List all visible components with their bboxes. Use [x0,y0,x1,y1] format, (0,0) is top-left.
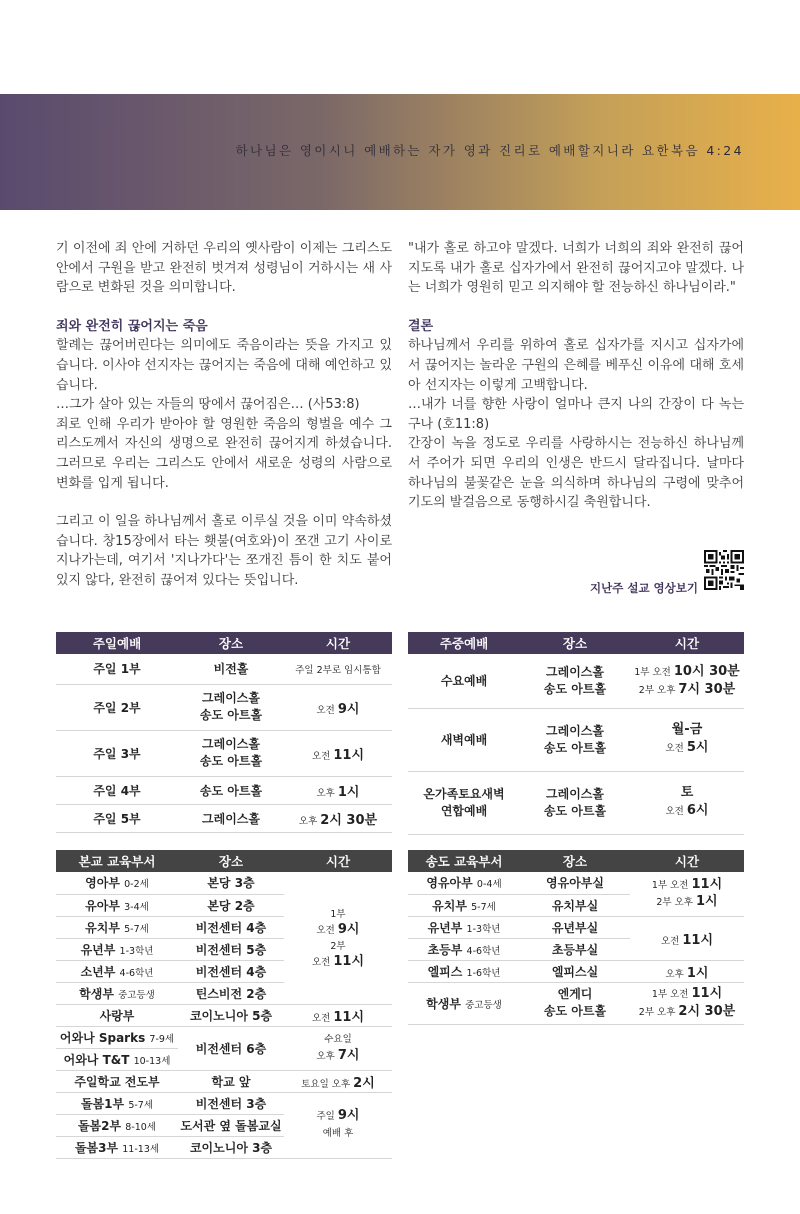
service-name: 주일 2부 [56,684,178,730]
column-header: 시간 [284,850,392,872]
dept-place: 본당 2층 [178,894,284,916]
service-time: 오후 2시 30분 [284,804,392,832]
table-row [56,1070,392,1092]
dept-time: 오전 11시 [284,1004,392,1026]
column-header: 주중예배 [408,632,520,654]
table-row [408,771,744,834]
dept-place: 영유아부실 [520,872,630,894]
dept-name: 영아부 0-2세 [56,872,178,894]
service-time: 오전 11시 [284,730,392,776]
table-header-row [408,632,744,654]
service-name: 주일 3부 [56,730,178,776]
service-place: 그레이스홀 송도 아트홀 [520,771,630,834]
dept-name: 학생부 중고등생 [56,982,178,1004]
table-header-row [408,850,744,872]
table-row [56,654,392,684]
table-row [56,804,392,832]
table-row [408,960,744,982]
column-header: 시간 [284,632,392,654]
dept-time: 오후 1시 [630,960,744,982]
dept-time: 1부 오전 11시 2부 오후 2시 30분 [630,982,744,1024]
table-row [408,708,744,771]
service-place: 그레이스홀 [178,804,284,832]
table-row [56,1026,392,1048]
dept-place: 학교 앞 [178,1070,284,1092]
dept-name: 주일학교 전도부 [56,1070,178,1092]
sermon-paragraph: 하나님께서 우리를 위하여 홀로 십자가를 지시고 십자가에서 끊어지는 놀라운 구원의 은혜를 베푸신 이유에 대해 호세아 선지자는 이렇게 고백합니다. [408,338,744,393]
sermon-paragraph: 할례는 끊어버린다는 의미에도 죽음이라는 뜻을 가지고 있습니다. 이사야 선지자는 끊어지는 죽음에 대해 예언하고 있습니다. [56,338,392,393]
sermon-quote: "내가 홀로 하고야 말겠다. 너희가 너희의 죄와 완전히 끊어지도록 내가 홀로 십자가에서 완전히 끊어지고야 말겠다. 나는 너희가 영원히 믿고 의지해야 할 전능하신 하나님이라." [408,241,744,296]
dept-time: 주일 9시 예배 후 [284,1092,392,1158]
service-name: 주일 5부 [56,804,178,832]
header-banner [0,94,800,210]
table-row [408,916,744,938]
service-time: 오후 1시 [284,776,392,804]
service-place: 그레이스홀 송도 아트홀 [520,654,630,708]
dept-place: 초등부실 [520,938,630,960]
column-header: 장소 [178,850,284,872]
dept-name: 돌봄3부 11-13세 [56,1136,178,1158]
service-time: 1부 오전 10시 30분 2부 오후 7시 30분 [630,654,744,708]
column-header: 본교 교육부서 [56,850,178,872]
sermon-video-link[interactable] [408,548,744,594]
dept-name: 어와나 Sparks 7-9세 [56,1026,178,1048]
dept-place: 코이노니아 5층 [178,1004,284,1026]
dept-place: 비전센터 5층 [178,938,284,960]
dept-name: 돌봄2부 8-10세 [56,1114,178,1136]
scripture-quote: …그가 살아 있는 자들의 땅에서 끊어짐은… (사53:8) [56,397,360,413]
service-place: 그레이스홀 송도 아트홀 [178,730,284,776]
sermon-column-left [56,239,392,591]
dept-place: 유치부실 [520,894,630,916]
dept-time: 1부 오전 11시 2부 오후 1시 [630,872,744,916]
column-header: 시간 [630,850,744,872]
table-row [408,654,744,708]
table-row [408,982,744,1024]
service-place: 비전홀 [178,654,284,684]
service-time: 토 오전 6시 [630,771,744,834]
dept-place: 본당 3층 [178,872,284,894]
column-header: 장소 [520,850,630,872]
dept-name: 소년부 4-6학년 [56,960,178,982]
service-name: 주일 1부 [56,654,178,684]
dept-place: 틴스비전 2층 [178,982,284,1004]
service-time: 월-금 오전 5시 [630,708,744,771]
service-time: 오전 9시 [284,684,392,730]
dept-name: 유년부 1-3학년 [56,938,178,960]
qr-label: 지난주 설교 영상보기 [590,581,698,595]
column-header: 장소 [520,632,630,654]
main-education-table [56,850,392,1159]
table-row [408,872,744,894]
dept-name: 유치부 5-7세 [56,916,178,938]
sunday-worship-table [56,632,392,833]
service-name: 수요예배 [408,654,520,708]
dept-name: 초등부 4-6학년 [408,938,520,960]
dept-time: 토요일 오후 2시 [284,1070,392,1092]
dept-name: 엘피스 1-6학년 [408,960,520,982]
dept-place: 비전센터 6층 [178,1026,284,1070]
service-place: 송도 아트홀 [178,776,284,804]
dept-time: 오전 11시 [630,916,744,960]
column-header: 시간 [630,632,744,654]
weekday-worship-table [408,632,744,835]
table-header-row [56,850,392,872]
sermon-column-right [408,239,744,513]
sermon-paragraph: 간장이 녹을 정도로 우리를 사랑하시는 전능하신 하나님께서 주어가 되면 우리의 인생은 반드시 달라집니다. 날마다 하나님의 불꽃같은 눈을 의식하며 하나님의 구령에 맞추어 기도의 발걸음으로 동행하시길 축원합니다. [408,436,744,511]
service-name: 온가족토요새벽 연합예배 [408,771,520,834]
dept-name: 유아부 3-4세 [56,894,178,916]
dept-place: 엘피스실 [520,960,630,982]
dept-place: 도서관 옆 돌봄교실 [178,1114,284,1136]
songdo-education-table [408,850,744,1025]
table-row [56,730,392,776]
service-place: 그레이스홀 송도 아트홀 [178,684,284,730]
dept-place: 엔게디 송도 아트홀 [520,982,630,1024]
sermon-paragraph: 기 이전에 죄 안에 거하던 우리의 옛사람이 이제는 그리스도 안에서 구원을 받고 완전히 벗겨져 성령님이 거하시는 새 사람으로 변화된 것을 의미합니다. [56,241,392,296]
dept-place: 비전센터 4층 [178,960,284,982]
column-header: 송도 교육부서 [408,850,520,872]
dept-time: 1부 오전 9시 2부 오전 11시 [284,872,392,1004]
dept-time: 수요일 오후 7시 [284,1026,392,1070]
dept-name: 영유아부 0-4세 [408,872,520,894]
dept-name: 돌봄1부 5-7세 [56,1092,178,1114]
dept-place: 유년부실 [520,916,630,938]
table-row [56,684,392,730]
column-header: 주일예배 [56,632,178,654]
sermon-paragraph: 죄로 인해 우리가 받아야 할 영원한 죽음의 형벌을 예수 그리스도께서 자신의 생명으로 완전히 끊어지게 하셨습니다. 그러므로 우리는 그리스도 안에서 새로운 성령의 사람으로 변화를 입게 됩니다. [56,416,392,491]
service-name: 주일 4부 [56,776,178,804]
service-note: 주일 2부로 임시통합 [284,654,392,684]
table-row [56,1092,392,1114]
qr-code-icon[interactable] [704,550,744,590]
banner-verse: 하나님은 영이시니 예배하는 자가 영과 진리로 예배할지니라 요한복음 4:24 [235,143,744,158]
service-place: 그레이스홀 송도 아트홀 [520,708,630,771]
dept-place: 비전센터 4층 [178,916,284,938]
section-heading: 죄와 완전히 끊어지는 죽음 [56,318,208,334]
table-row [56,776,392,804]
section-heading: 결론 [408,318,434,334]
service-name: 새벽예배 [408,708,520,771]
dept-name: 유년부 1-3학년 [408,916,520,938]
table-header-row [56,632,392,654]
dept-name: 학생부 중고등생 [408,982,520,1024]
dept-place: 코이노니아 3층 [178,1136,284,1158]
sermon-paragraph: 그리고 이 일을 하나님께서 홀로 이루실 것을 이미 약속하셨습니다. 창15장에서 타는 횃불(여호와)이 쪼갠 고기 사이로 지나가는데, 여기서 '지나가다'는 쪼개진 틈이 한 치도 붙어 있지 않다, 완전히 끊어져 있다는 뜻입니다. [56,514,392,588]
table-row [56,1004,392,1026]
scripture-quote: …내가 너를 향한 사랑이 얼마나 큰지 나의 간장이 다 녹는구나 (호11:8) [408,397,744,432]
dept-name: 어와나 T&T 10-13세 [56,1048,178,1070]
table-row [56,872,392,894]
dept-name: 사랑부 [56,1004,178,1026]
dept-name: 유치부 5-7세 [408,894,520,916]
dept-place: 비전센터 3층 [178,1092,284,1114]
column-header: 장소 [178,632,284,654]
